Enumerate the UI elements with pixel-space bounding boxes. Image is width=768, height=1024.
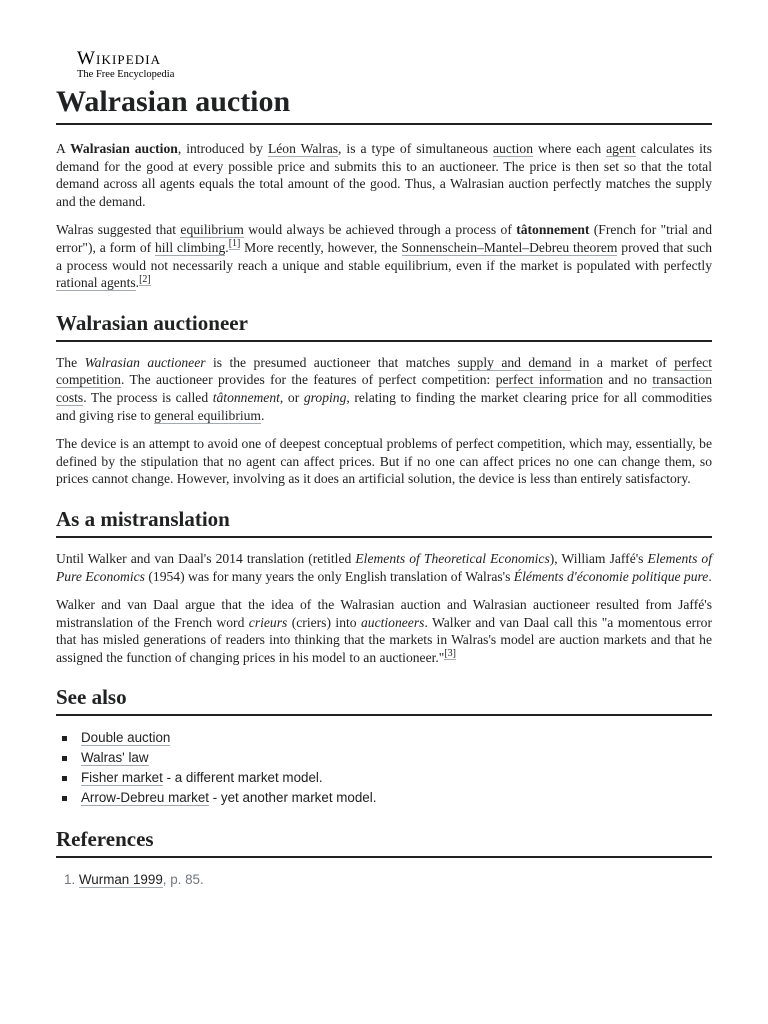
text-run: , is a type of simultaneous [338,141,493,156]
text-run: The [56,354,85,370]
text-run: (criers) into [287,614,361,630]
intro-paragraph-1 [56,140,712,210]
text-run: , or [279,389,304,405]
text-run: and no [603,372,653,388]
text-run: where each [533,141,607,156]
bullet-icon [62,756,67,761]
italic-term: auctioneers [361,614,425,630]
section-heading-see-also: See also [56,684,712,716]
link-hill-climbing[interactable]: hill climbing [154,239,226,255]
text-run: Until Walker and van Daal's 2014 translation (retitled [56,550,356,566]
link-leon-walras[interactable]: Léon Walras [267,141,339,156]
citation-link[interactable]: [1] [228,238,241,250]
intro-paragraph-2 [56,221,712,291]
list-item [56,768,712,788]
link-supply-and-demand[interactable]: supply and demand [457,354,572,370]
link-arrow-debreu-market[interactable]: Arrow-Debreu market [81,790,209,806]
link-equilibrium[interactable]: equilibrium [180,222,244,238]
text-run: . Walker and van Daal call this "a momentous error that has misled generations of readers into thinking that the markets in Walras's model are auction markets and that he assigned the function of changing prices in his model to an auctioneer." [56,614,712,665]
link-walras-law[interactable]: Walras' law [81,750,149,766]
article-body [56,140,712,890]
link-double-auction[interactable]: Double auction [81,730,171,746]
link-transaction-costs[interactable]: transaction costs [56,372,713,405]
italic-term: Walrasian auctioneer [84,354,206,370]
page-title: Walrasian auction [56,84,712,125]
text-run: Walras suggested that [56,222,181,238]
text-run: . [225,239,229,255]
italic-term: groping [303,389,347,405]
text-run: is the presumed auctioneer that matches [205,354,458,370]
section-heading-auctioneer: Walrasian auctioneer [56,310,712,342]
mistranslation-paragraph-1 [56,550,712,585]
text-run: . [708,568,712,584]
text-run: (French for "trial and error"), a form of [56,222,712,255]
text-run: More recently, however, the [240,239,402,255]
citation-3[interactable] [444,648,456,660]
text-run: calculates its demand for the good at every possible price and submits this to an auctioneer. The price is then set so that the total demand across all agents equals the total amount of the good. Thus, a Walrasian auction perfectly matches the supply and the demand. [56,141,713,209]
italic-title: Elements of Theoretical Economics [355,550,550,566]
citation-link[interactable]: [2] [139,273,151,285]
link-auction[interactable]: auction [493,141,534,156]
link-rational-agents[interactable]: rational agents [56,275,136,291]
text-run: (1954) was for many years the only English translation of Walras's [144,568,514,584]
text-run: in a market of [571,354,675,370]
reference-number: 1. [64,872,76,888]
link-fisher-market[interactable]: Fisher market [81,770,163,786]
bullet-icon [62,736,67,741]
link-smd-theorem[interactable]: Sonnenschein–Mantel–Debreu theorem [401,239,618,255]
wikipedia-logo[interactable] [77,49,217,81]
text-run: proved that such a process would not necessarily reach a unique and stable equilibrium, even if the market is populated with perfectly [56,239,713,273]
item-description: - a different market model. [162,770,323,786]
link-perfect-information[interactable]: perfect information [495,372,603,388]
reference-page: , p. 85. [162,872,204,888]
text-run: A [56,141,71,156]
citation-1[interactable] [229,238,241,250]
link-wurman-1999[interactable]: Wurman 1999 [78,872,163,888]
list-item [56,728,712,748]
citation-link[interactable]: [3] [444,648,457,660]
mistranslation-paragraph-2 [56,596,712,666]
italic-term: tâtonnement [212,389,280,405]
auctioneer-paragraph-2: The device is an attempt to avoid one of deepest conceptual problems of perfect competition, which may, essentially, be defined by the stipulation that no agent can affect prices. But if no one can affect prices no one can change them, so prices cannot change. However, involving as it does an artificial solution, the device is less than entirely satisfactory. [56,436,712,487]
auctioneer-paragraph-1 [56,354,712,424]
text-run: ), William Jaffé's [549,550,648,566]
text-run: , relating to finding the market clearing price for all commodities and giving rise to [56,389,712,423]
text-run: . [261,407,265,423]
text-run: . The auctioneer provides for the features of perfect competition: [120,372,496,388]
reference-item [64,870,712,890]
list-item [56,748,712,768]
text-run: , introduced by [177,141,268,156]
section-heading-references: References [56,826,712,858]
bold-term: Walrasian auction [70,141,178,156]
references-list [56,870,712,890]
section-heading-mistranslation: As a mistranslation [56,506,712,538]
bullet-icon [62,796,67,801]
italic-title: Elements of Pure Economics [56,550,713,584]
italic-title: Éléments d'économie politique pure [513,568,709,584]
text-run: Walker and van Daal argue that the idea of the Walrasian auction and Walrasian auctioneer resulted from Jaffé's mistranslation of the French word [56,597,712,630]
item-description: - yet another market model. [209,790,377,806]
italic-term: crieurs [248,614,288,630]
citation-2[interactable] [139,274,151,286]
text-run: . The process is called [83,389,213,405]
see-also-list [56,728,712,808]
bullet-icon [62,776,67,781]
link-general-equilibrium[interactable]: general equilibrium [154,407,261,423]
list-item [56,788,712,808]
bold-term: tâtonnement [516,222,590,238]
link-agent[interactable]: agent [606,141,636,156]
logo-tagline: The Free Encyclopedia [77,69,175,80]
link-perfect-competition[interactable]: perfect competition [56,354,712,388]
logo-wordmark: Wikipedia [77,48,162,69]
text-run: would always be achieved through a process of [243,222,517,238]
text-run: . [135,275,140,291]
